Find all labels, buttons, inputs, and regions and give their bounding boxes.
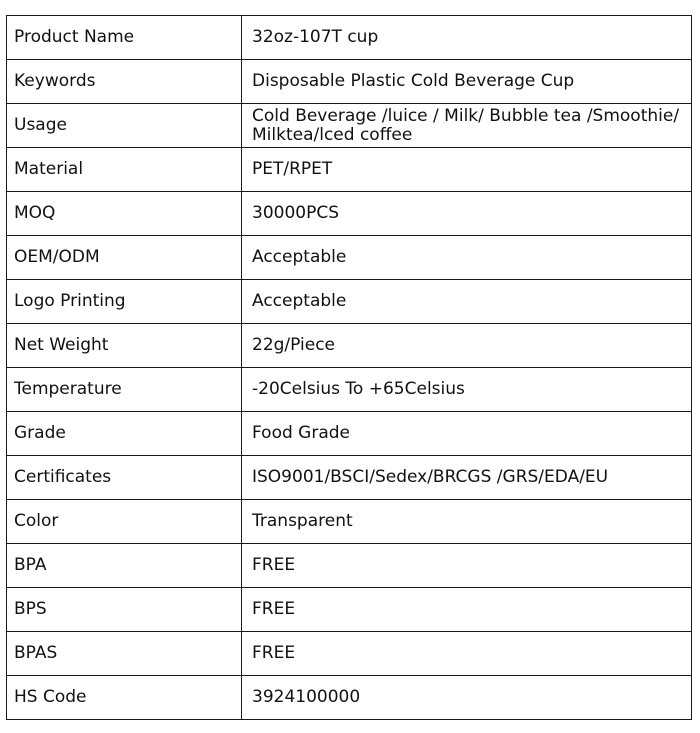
spec-label: Product Name xyxy=(7,16,242,60)
spec-value: Transparent xyxy=(242,500,692,544)
spec-value: Acceptable xyxy=(242,236,692,280)
spec-value: 22g/Piece xyxy=(242,324,692,368)
spec-label: Temperature xyxy=(7,368,242,412)
spec-row-bpas xyxy=(7,632,692,676)
spec-label: BPAS xyxy=(7,632,242,676)
spec-value: PET/RPET xyxy=(242,148,692,192)
spec-row-certificates xyxy=(7,456,692,500)
spec-row-hs-code xyxy=(7,676,692,720)
spec-label: BPS xyxy=(7,588,242,632)
spec-row-grade xyxy=(7,412,692,456)
spec-label: Certificates xyxy=(7,456,242,500)
spec-row-net-weight xyxy=(7,324,692,368)
spec-label: BPA xyxy=(7,544,242,588)
spec-row-product-name xyxy=(7,16,692,60)
spec-value: Food Grade xyxy=(242,412,692,456)
spec-row-temperature xyxy=(7,368,692,412)
spec-row-moq xyxy=(7,192,692,236)
spec-value: Acceptable xyxy=(242,280,692,324)
spec-value: Cold Beverage /luice / Milk/ Bubble tea /Smoothie/ Milktea/lced coffee xyxy=(242,104,692,148)
spec-row-bpa xyxy=(7,544,692,588)
spec-row-color xyxy=(7,500,692,544)
spec-value: FREE xyxy=(242,588,692,632)
product-spec-table xyxy=(6,15,692,720)
spec-value: Disposable Plastic Cold Beverage Cup xyxy=(242,60,692,104)
spec-value: 30000PCS xyxy=(242,192,692,236)
spec-label: Usage xyxy=(7,104,242,148)
spec-value: 3924100000 xyxy=(242,676,692,720)
spec-label: Color xyxy=(7,500,242,544)
spec-row-material xyxy=(7,148,692,192)
spec-row-bps xyxy=(7,588,692,632)
spec-value: 32oz-107T cup xyxy=(242,16,692,60)
spec-label: Logo Printing xyxy=(7,280,242,324)
spec-value: -20Celsius To +65Celsius xyxy=(242,368,692,412)
spec-value: FREE xyxy=(242,632,692,676)
spec-label: HS Code xyxy=(7,676,242,720)
spec-label: MOQ xyxy=(7,192,242,236)
spec-row-logo-printing xyxy=(7,280,692,324)
spec-label: OEM/ODM xyxy=(7,236,242,280)
spec-row-oem-odm xyxy=(7,236,692,280)
spec-value: ISO9001/BSCI/Sedex/BRCGS /GRS/EDA/EU xyxy=(242,456,692,500)
spec-label: Material xyxy=(7,148,242,192)
spec-value: FREE xyxy=(242,544,692,588)
spec-row-usage xyxy=(7,104,692,148)
spec-label: Keywords xyxy=(7,60,242,104)
spec-row-keywords xyxy=(7,60,692,104)
spec-label: Net Weight xyxy=(7,324,242,368)
spec-label: Grade xyxy=(7,412,242,456)
